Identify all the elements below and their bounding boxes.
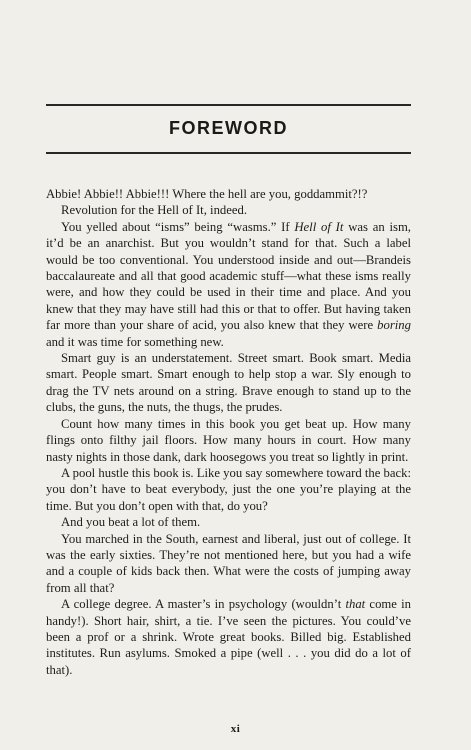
bottom-rule xyxy=(46,152,411,154)
text-run: Revolution for the Hell of It, indeed. xyxy=(61,203,248,218)
italic-text: boring xyxy=(377,318,411,333)
text-run: Count how many times in this book you get beat up. How many flings onto filthy jail floors. How many hours in court. How many nasty nights in those dank, dark hoosegows you treat so lightly in print. xyxy=(46,416,411,464)
body-text xyxy=(46,186,411,678)
italic-text: Hell of It xyxy=(294,219,344,234)
paragraph xyxy=(46,514,411,530)
paragraph xyxy=(46,350,411,416)
text-run: You yelled about “isms” being “wasms.” If xyxy=(61,219,295,234)
paragraph xyxy=(46,202,411,218)
text-run: And you beat a lot of them. xyxy=(61,515,201,530)
text-run: You marched in the South, earnest and liberal, just out of college. It was the early sixties. They’re not mentioned here, but you had a wife and a couple of kids back then. What were the costs of jumping away from all that? xyxy=(46,531,411,595)
top-rule xyxy=(46,104,411,106)
paragraph xyxy=(46,596,411,678)
text-run: Abbie! Abbie!! Abbie!!! Where the hell are you, goddammit?!? xyxy=(46,187,368,201)
chapter-title: FOREWORD xyxy=(169,118,288,138)
paragraph xyxy=(46,531,411,597)
italic-text: that xyxy=(345,597,366,612)
text-run: A college degree. A master’s in psychology (wouldn’t xyxy=(61,597,346,612)
text-run: was an ism, it’d be an anarchist. But you wouldn’t stand for that. Such a label would be too conventional. You understood inside and out—Brandeis baccalaureate and all that good academic stuff—what these isms really were, and how they could be used in their time and place. And you knew that they may have still had this or that to offer. But having taken far more than your share of acid, you also knew that they were xyxy=(46,219,411,333)
text-run: and it was time for something new. xyxy=(46,334,224,349)
page-number: xi xyxy=(230,723,241,735)
paragraph xyxy=(46,465,411,514)
text-run: Smart guy is an understatement. Street smart. Book smart. Media smart. People smart. Smart enough to help stop a war. Sly enough to drag the TV nets around on a string. Brave enough to stand up to the clubs, the guns, the nuts, the thugs, the prudes. xyxy=(46,351,411,415)
paragraph xyxy=(46,186,411,202)
text-run: A pool hustle this book is. Like you say somewhere toward the back: you don’t have to beat everybody, just the one you’re playing at the time. But you don’t open with that, do you? xyxy=(46,465,411,513)
text-run: come in handy!). Short hair, shirt, a tie. I’ve seen the pictures. You could’ve been a prof or a shrink. Wrote great books. Billed big. Established institutes. Run asylums. Smoked a pipe (well . . . you did do a lot of that). xyxy=(46,597,411,677)
paragraph xyxy=(46,416,411,465)
paragraph xyxy=(46,219,411,350)
